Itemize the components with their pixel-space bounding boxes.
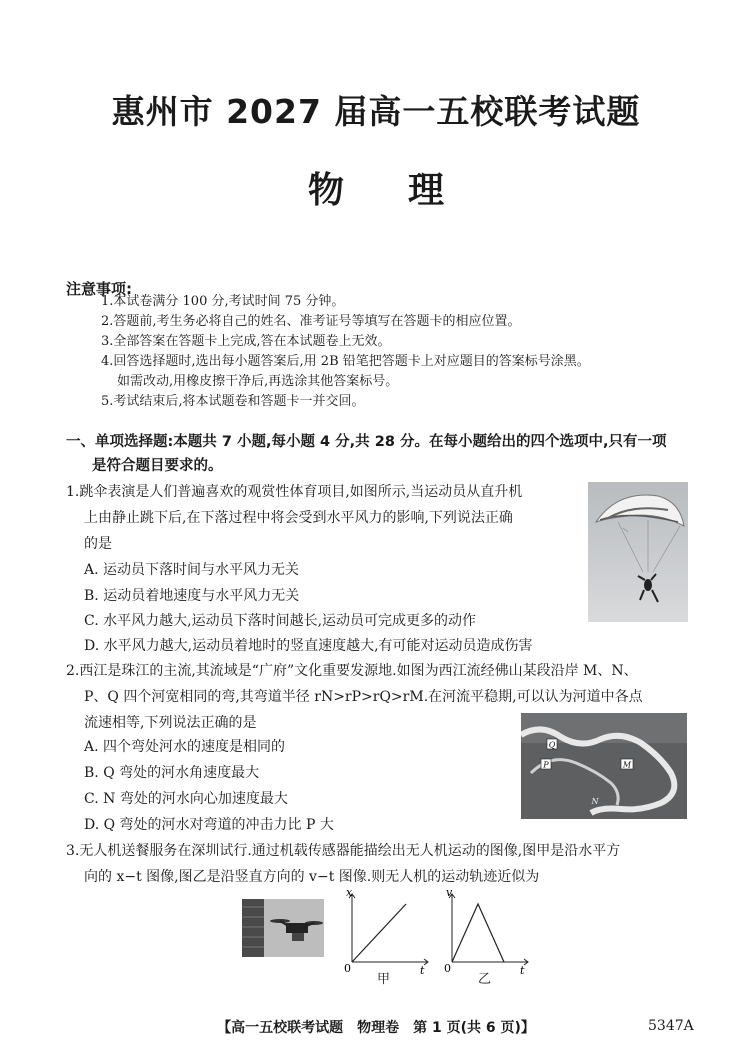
notice-item: 3.全部答案在答题卡上完成,答在本试题卷上无效。 <box>101 334 391 349</box>
map-label-n: N <box>591 797 599 806</box>
graph-b-origin: 0 <box>444 962 451 975</box>
river-map-photo <box>521 713 687 819</box>
drone-photo <box>242 899 324 957</box>
q1-stem-line: 上由静止跳下后,在下落过程中将会受到水平风力的影响,下列说法正确 <box>84 510 513 526</box>
notice-item: 如需改动,用橡皮擦干净后,再选涂其他答案标号。 <box>117 374 399 389</box>
q1-option-a: A. 运动员下落时间与水平风力无关 <box>84 562 300 578</box>
notice-heading: 注意事项: <box>66 280 132 298</box>
q1-option-c: C. 水平风力越大,运动员下落时间越长,运动员可完成更多的动作 <box>84 613 477 629</box>
q1-option-b: B. 运动员着地速度与水平风力无关 <box>84 588 300 604</box>
q2-stem-line: P、Q 四个河宽相同的弯,其弯道半径 rN>rP>rQ>rM.在河流平稳期,可以认为河道中各点 <box>84 689 643 705</box>
notice-item: 5.考试结束后,将本试题卷和答题卡一并交回。 <box>101 394 365 409</box>
q3-stem-line: 向的 x−t 图像,图乙是沿竖直方向的 v−t 图像.则无人机的运动轨迹近似为 <box>84 869 540 885</box>
map-label-q: Q <box>548 740 556 750</box>
q1-stem-line: 的是 <box>84 536 112 552</box>
subject-title <box>0 162 752 213</box>
x-t-graph <box>340 888 432 980</box>
q2-option-d: D. Q 弯处的河水对弯道的冲击力比 P 大 <box>84 817 334 833</box>
page-footer: 【高一五校联考试题 物理卷 第 1 页(共 6 页)】 <box>217 1020 535 1036</box>
parachute-photo <box>588 482 688 622</box>
paper-code: 5347A <box>648 1018 694 1034</box>
q2-option-c: C. N 弯处的河水向心加速度最大 <box>84 791 288 807</box>
section-heading-line2: 是符合题目要求的。 <box>92 458 223 474</box>
section-heading <box>66 430 706 478</box>
graph-b-caption: 乙 <box>478 972 492 987</box>
notice-item: 1.本试卷满分 100 分,考试时间 75 分钟。 <box>101 294 345 309</box>
map-label-p: P <box>543 760 549 770</box>
q2-stem-line: 流速相等,下列说法正确的是 <box>84 715 257 731</box>
subject-char-2: 理 <box>408 170 445 211</box>
q1-stem-line: 1.跳伞表演是人们普遍喜欢的观赏性体育项目,如图所示,当运动员从直升机 <box>66 484 523 500</box>
v-t-graph <box>440 888 532 980</box>
subject-char-1: 物 <box>307 170 344 211</box>
q2-option-b: B. Q 弯处的河水角速度最大 <box>84 765 260 781</box>
map-label-m: M <box>622 760 632 770</box>
graph-b-x-label: t <box>520 964 525 977</box>
graph-a-y-label: x <box>346 888 353 899</box>
graph-b-y-label: v <box>446 888 453 899</box>
q2-stem-line: 2.西江是珠江的主流,其流域是“广府”文化重要发源地.如图为西江流经佛山某段沿岸 M、N、 <box>66 663 638 679</box>
exam-title: 惠州市 2027 届高一五校联考试题 <box>111 92 641 131</box>
graph-a-caption: 甲 <box>377 972 391 987</box>
section-heading-line1: 一、单项选择题:本题共 7 小题,每小题 4 分,共 28 分。在每小题给出的四个选项中,只有一项 <box>66 434 667 450</box>
graph-a-origin: 0 <box>344 962 351 975</box>
q1-option-d: D. 水平风力越大,运动员着地时的竖直速度越大,有可能对运动员造成伤害 <box>84 638 533 654</box>
graph-a-x-label: t <box>420 964 425 977</box>
q3-stem-line: 3.无人机送餐服务在深圳试行.通过机载传感器能描绘出无人机运动的图像,图甲是沿水平方 <box>66 843 621 859</box>
q2-option-a: A. 四个弯处河水的速度是相同的 <box>84 739 286 755</box>
notice-item: 4.回答选择题时,选出每小题答案后,用 2B 铅笔把答题卡上对应题目的答案标号涂黑。 <box>101 354 590 369</box>
notice-item: 2.答题前,考生务必将自己的姓名、准考证号等填写在答题卡的相应位置。 <box>101 314 521 329</box>
